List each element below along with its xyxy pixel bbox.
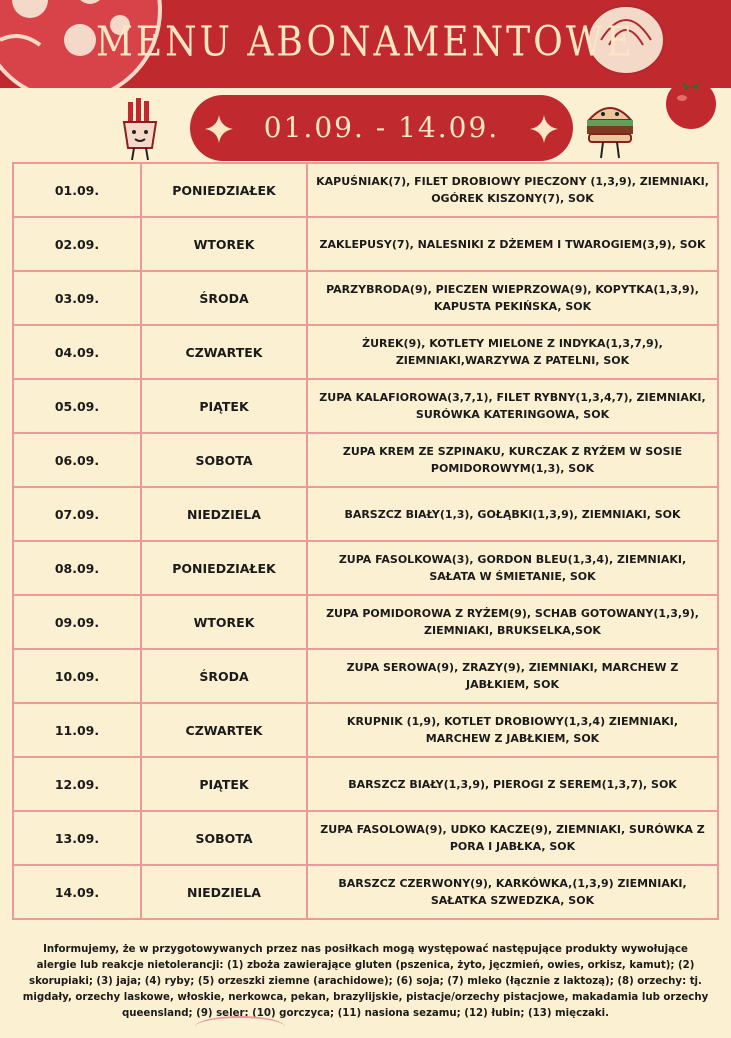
menu-dish: ZUPA SEROWA(9), ZRAZY(9), ZIEMNIAKI, MARCHEW Z JABŁKIEM, SOK (307, 649, 718, 703)
menu-row (13, 163, 718, 217)
burger-mascot-icon (575, 92, 645, 162)
menu-day: SOBOTA (141, 433, 307, 487)
menu-day: PIĄTEK (141, 379, 307, 433)
menu-day: ŚRODA (141, 271, 307, 325)
tomato-illustration-icon (660, 70, 722, 132)
menu-row (13, 271, 718, 325)
menu-row (13, 757, 718, 811)
menu-row (13, 649, 718, 703)
date-range: 01.09. - 14.09. (263, 111, 500, 144)
menu-row (13, 217, 718, 271)
menu-dish: ZUPA POMIDOROWA Z RYŻEM(9), SCHAB GOTOWANY(1,3,9), ZIEMNIAKI, BRUKSELKA,SOK (307, 595, 718, 649)
menu-day: PONIEDZIAŁEK (141, 163, 307, 217)
menu-dish: PARZYBRODA(9), PIECZEN WIEPRZOWA(9), KOPYTKA(1,3,9), KAPUSTA PEKIŃSKA, SOK (307, 271, 718, 325)
menu-date: 11.09. (13, 703, 141, 757)
page-title: MENU ABONAMENTOWE (95, 18, 635, 67)
menu-dish: KAPUŚNIAK(7), FILET DROBIOWY PIECZONY (1,3,9), ZIEMNIAKI, OGÓREK KISZONY(7), SOK (307, 163, 718, 217)
menu-date: 04.09. (13, 325, 141, 379)
menu-day: PONIEDZIAŁEK (141, 541, 307, 595)
menu-date: 01.09. (13, 163, 141, 217)
menu-date: 02.09. (13, 217, 141, 271)
menu-row (13, 865, 718, 919)
menu-dish: BARSZCZ BIAŁY(1,3,9), PIEROGI Z SEREM(1,3,7), SOK (307, 757, 718, 811)
menu-day: CZWARTEK (141, 325, 307, 379)
menu-dish: KRUPNIK (1,9), KOTLET DROBIOWY(1,3,4) ZIEMNIAKI, MARCHEW Z JABŁKIEM, SOK (307, 703, 718, 757)
menu-dish: ZAKLEPUSY(7), NALESNIKI Z DŻEMEM I TWAROGIEM(3,9), SOK (307, 217, 718, 271)
allergen-notice: Informujemy, że w przygotowywanych przez nas posiłkach mogą występować następujące produkty wywołujące alergie lub reakcje nietolerancji: (1) zboża zawierające gluten (pszenica, żyto, jęczmień, owies, orkisz, kamut); (2) skorupiaki; (3) jaja; (4) ryby; (5) orzeszki ziemne (arachidowe); (6) soja; (7) mleko (łącznie z laktozą); (8) orzechy: tj. migdały, orzechy laskowe, włoskie, nerkowca, pekan, brazylijskie, pistacje/orzechy pistacjowe, makadamia lub orzechy queensland; (9) seler; (10) gorczyca; (11) nasiona sezamu; (12) łubin; (13) mięczaki. (22, 944, 709, 1019)
menu-day: WTOREK (141, 595, 307, 649)
menu-date: 03.09. (13, 271, 141, 325)
menu-dish: ŻUREK(9), KOTLETY MIELONE Z INDYKA(1,3,7,9), ZIEMNIAKI,WARZYWA Z PATELNI, SOK (307, 325, 718, 379)
menu-row (13, 703, 718, 757)
decorative-arc (195, 1016, 285, 1038)
menu-dish: BARSZCZ CZERWONY(9), KARKÓWKA,(1,3,9) ZIEMNIAKI, SAŁATKA SZWEDZKA, SOK (307, 865, 718, 919)
menu-dish: ZUPA FASOLOWA(9), UDKO KACZE(9), ZIEMNIAKI, SURÓWKA Z PORA I JABŁKA, SOK (307, 811, 718, 865)
menu-date: 08.09. (13, 541, 141, 595)
menu-dish: ZUPA KREM ZE SZPINAKU, KURCZAK Z RYŻEM W SOSIE POMIDOROWYM(1,3), SOK (307, 433, 718, 487)
menu-date: 14.09. (13, 865, 141, 919)
menu-date: 13.09. (13, 811, 141, 865)
menu-date: 12.09. (13, 757, 141, 811)
menu-table (12, 162, 719, 920)
menu-row (13, 379, 718, 433)
fries-mascot-icon (108, 92, 178, 162)
menu-row (13, 325, 718, 379)
date-range-banner (190, 95, 573, 161)
menu-day: PIĄTEK (141, 757, 307, 811)
menu-date: 05.09. (13, 379, 141, 433)
menu-day: SOBOTA (141, 811, 307, 865)
menu-date: 07.09. (13, 487, 141, 541)
menu-row (13, 541, 718, 595)
menu-day: NIEDZIELA (141, 865, 307, 919)
menu-day: WTOREK (141, 217, 307, 271)
menu-row (13, 595, 718, 649)
menu-row (13, 487, 718, 541)
header-banner (0, 0, 731, 88)
menu-date: 06.09. (13, 433, 141, 487)
menu-dish: ZUPA FASOLKOWA(3), GORDON BLEU(1,3,4), ZIEMNIAKI, SAŁATA W ŚMIETANIE, SOK (307, 541, 718, 595)
menu-dish: BARSZCZ BIAŁY(1,3), GOŁĄBKI(1,3,9), ZIEMNIAKI, SOK (307, 487, 718, 541)
menu-dish: ZUPA KALAFIOROWA(3,7,1), FILET RYBNY(1,3,4,7), ZIEMNIAKI, SURÓWKA KATERINGOWA, SOK (307, 379, 718, 433)
menu-row (13, 433, 718, 487)
menu-day: NIEDZIELA (141, 487, 307, 541)
menu-date: 09.09. (13, 595, 141, 649)
menu-row (13, 811, 718, 865)
menu-day: ŚRODA (141, 649, 307, 703)
sparkle-icon (530, 115, 558, 143)
menu-day: CZWARTEK (141, 703, 307, 757)
menu-date: 10.09. (13, 649, 141, 703)
